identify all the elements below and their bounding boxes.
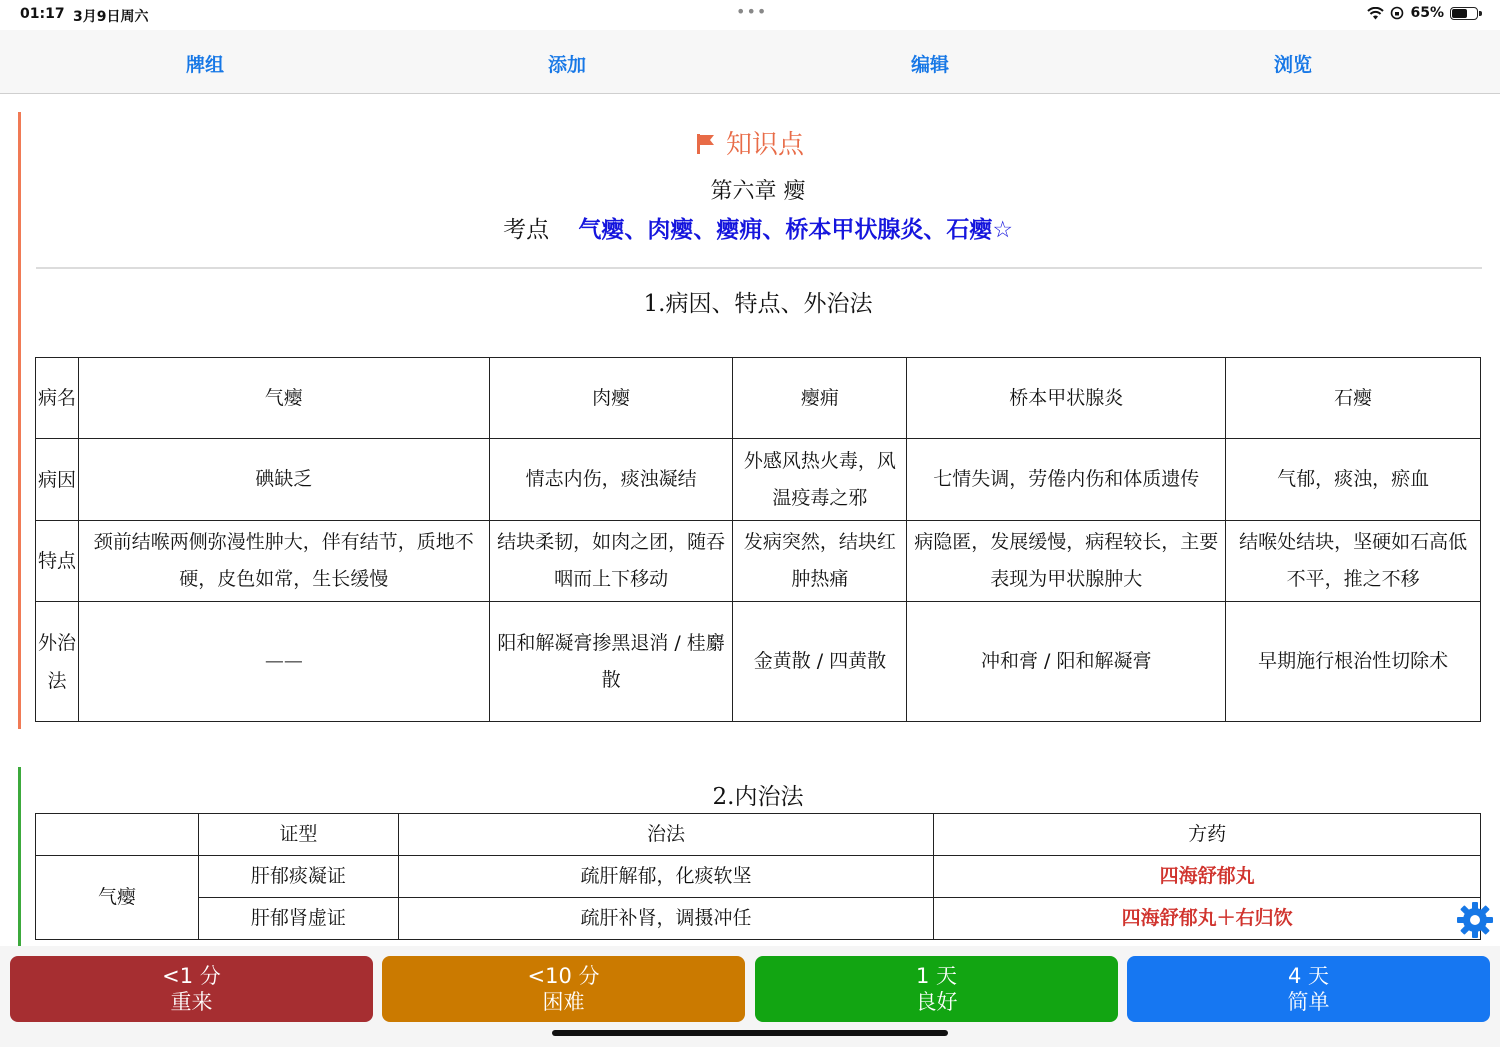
table-cell: 碘缺乏 (78, 439, 489, 521)
table-cell: 冲和膏 / 阳和解凝膏 (907, 602, 1226, 722)
battery-icon (1450, 7, 1478, 20)
heading-text: 知识点 (725, 130, 804, 160)
row-header: 外治法 (36, 602, 79, 722)
wifi-icon (1367, 7, 1384, 20)
section1-title: 1.病因、特点、外治法 (643, 291, 873, 317)
home-indicator[interactable] (552, 1030, 948, 1036)
table-cell: 结块柔韧，如肉之团，随吞咽而上下移动 (489, 521, 733, 602)
table-cell: 情志内伤，痰浊凝结 (489, 439, 733, 521)
easy-button[interactable] (1127, 956, 1490, 1022)
status-bar (0, 0, 1500, 30)
table-cell: 金黄散 / 四黄散 (733, 602, 907, 722)
hard-label: 困难 (542, 990, 585, 1014)
exam-point (0, 211, 1500, 244)
table-cell: 结喉处结块，坚硬如石高低不平，推之不移 (1226, 521, 1481, 602)
table-row (36, 358, 1481, 439)
again-interval: <1 分 (162, 964, 221, 988)
status-right (1367, 5, 1478, 21)
table-cell: 早期施行根治性切除术 (1226, 602, 1481, 722)
row-header: 病名 (36, 358, 79, 439)
battery-percent: 65% (1410, 5, 1444, 21)
table-cell: 疏肝解郁，化痰软坚 (398, 856, 934, 898)
exam-point-label: 考点 (503, 217, 550, 243)
nav-add[interactable]: 添加 (547, 54, 587, 76)
table-cell: 气郁，痰浊，瘀血 (1226, 439, 1481, 521)
table-cell: 疏肝补肾，调摄冲任 (398, 898, 934, 940)
knowledge-point-heading (0, 124, 1500, 161)
hard-interval: <10 分 (527, 964, 600, 988)
status-date: 3月9日周六 (73, 9, 149, 25)
table-cell: 颈前结喉两侧弥漫性肿大，伴有结节，质地不硬，皮色如常，生长缓慢 (78, 521, 489, 602)
table-cell: 肉瘿 (489, 358, 733, 439)
status-time: 01:17 (20, 6, 65, 22)
prescription-cell: 四海舒郁丸＋右归饮 (934, 898, 1481, 940)
table-row (36, 602, 1481, 722)
flag-icon (696, 133, 716, 155)
good-interval: 1 天 (915, 964, 958, 988)
top-navigation (0, 30, 1500, 94)
good-button[interactable] (755, 956, 1118, 1022)
exam-point-text: 气瘿、肉瘿、瘿痈、桥本甲状腺炎、石瘿☆ (578, 217, 1013, 243)
table-cell: 肝郁肾虚证 (198, 898, 398, 940)
again-button[interactable] (10, 956, 373, 1022)
table-header-row (36, 814, 1481, 856)
table-cell: 发病突然，结块红肿热痛 (733, 521, 907, 602)
table-cell: —— (78, 602, 489, 722)
table-row (36, 521, 1481, 602)
hard-button[interactable] (382, 956, 745, 1022)
column-header (36, 814, 199, 856)
table-row (36, 439, 1481, 521)
again-label: 重来 (170, 990, 213, 1014)
easy-interval: 4 天 (1287, 964, 1330, 988)
table-cell: 病隐匿，发展缓慢，病程较长，主要表现为甲状腺肿大 (907, 521, 1226, 602)
good-label: 良好 (915, 990, 958, 1014)
battery-fill (1452, 9, 1467, 18)
treatment-table (35, 813, 1481, 940)
table-cell: 外感风热火毒，风温疫毒之邪 (733, 439, 907, 521)
row-header: 病因 (36, 439, 79, 521)
gear-icon[interactable] (1455, 900, 1495, 940)
orientation-lock-icon (1390, 6, 1404, 20)
table-cell: 阳和解凝膏掺黑退消 / 桂麝散 (489, 602, 733, 722)
row-header: 特点 (36, 521, 79, 602)
table-cell: 肝郁痰凝证 (198, 856, 398, 898)
table-row (36, 898, 1481, 940)
nav-decks[interactable]: 牌组 (185, 54, 225, 76)
table-row (36, 856, 1481, 898)
prescription-cell: 四海舒郁丸 (934, 856, 1481, 898)
column-header: 治法 (398, 814, 934, 856)
table-cell: 桥本甲状腺炎 (907, 358, 1226, 439)
table-cell: 瘿痈 (733, 358, 907, 439)
nav-browse[interactable]: 浏览 (1273, 54, 1313, 76)
answer-bar (0, 946, 1500, 1047)
column-header: 证型 (198, 814, 398, 856)
section2-title: 2.内治法 (712, 784, 804, 810)
nav-edit[interactable]: 编辑 (910, 54, 950, 76)
multitasking-dots-icon[interactable]: ••• (736, 2, 768, 21)
easy-label: 简单 (1287, 990, 1330, 1014)
divider (36, 267, 1482, 269)
column-header: 方药 (934, 814, 1481, 856)
etiology-table (35, 357, 1481, 722)
table-cell: 石瘿 (1226, 358, 1481, 439)
chapter-title: 第六章 瘿 (710, 179, 806, 204)
table-cell: 七情失调，劳倦内伤和体质遗传 (907, 439, 1226, 521)
table-cell: 气瘿 (78, 358, 489, 439)
group-cell: 气瘿 (36, 856, 199, 940)
